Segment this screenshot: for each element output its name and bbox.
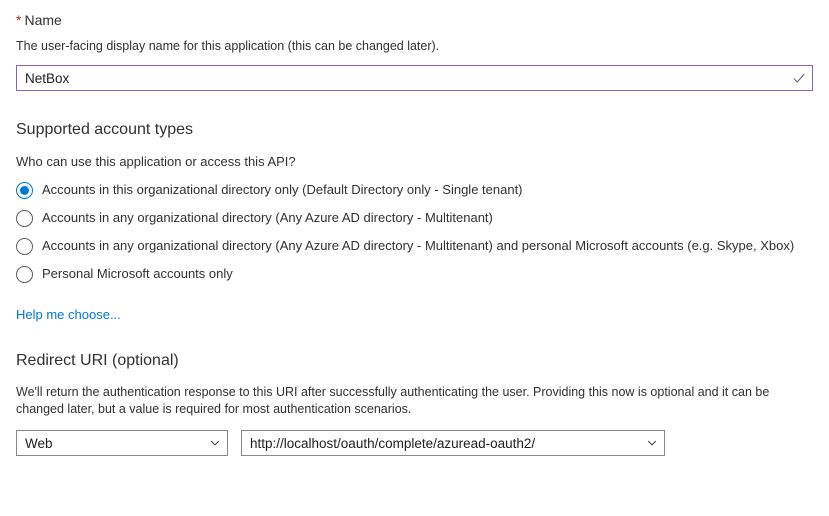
radio-button-single-tenant[interactable] [16, 182, 33, 199]
radio-button-multitenant[interactable] [16, 210, 33, 227]
account-types-question: Who can use this application or access this API? [16, 154, 296, 169]
platform-select[interactable] [16, 430, 228, 456]
redirect-uri-input[interactable] [241, 430, 665, 456]
radio-button-personal-only[interactable] [16, 266, 33, 283]
radio-label-single-tenant: Accounts in this organizational directory only (Default Directory only - Single tenant) [42, 182, 523, 197]
name-description: The user-facing display name for this application (this can be changed later). [16, 39, 440, 53]
account-types-title: Supported account types [16, 121, 194, 138]
name-label [16, 10, 813, 30]
redirect-uri-description: We'll return the authentication response to this URI after successfully authenticating the user. Providing this now is optional and it can be changed later, but a value is required for most authentication scenarios. [16, 385, 770, 416]
name-input-value: NetBox [25, 70, 70, 86]
required-indicator: * [16, 12, 22, 28]
chevron-down-icon[interactable] [646, 437, 658, 449]
name-label-text: Name [24, 12, 62, 28]
name-field-group [16, 10, 813, 91]
radio-option-single-tenant[interactable] [16, 181, 813, 199]
help-me-choose-link[interactable]: Help me choose... [16, 307, 121, 322]
radio-label-multitenant-personal: Accounts in any organizational directory (Any Azure AD directory - Multitenant) and personal Microsoft accounts (e.g. Skype, Xbox) [42, 238, 795, 253]
radio-option-multitenant-personal[interactable] [16, 237, 813, 255]
platform-select-value: Web [25, 435, 53, 451]
redirect-uri-title: Redirect URI (optional) [16, 352, 179, 369]
name-input[interactable] [16, 65, 813, 91]
redirect-uri-input-value: http://localhost/oauth/complete/azuread-oauth2/ [250, 435, 536, 451]
redirect-uri-row [16, 430, 813, 456]
radio-option-multitenant[interactable] [16, 209, 813, 227]
radio-label-personal-only: Personal Microsoft accounts only [42, 266, 233, 281]
chevron-down-icon [209, 437, 221, 449]
supported-account-types-group [16, 119, 813, 322]
redirect-uri-group [16, 350, 813, 456]
radio-label-multitenant: Accounts in any organizational directory (Any Azure AD directory - Multitenant) [42, 210, 493, 225]
radio-button-multitenant-personal[interactable] [16, 238, 33, 255]
radio-option-personal-only[interactable] [16, 265, 813, 283]
checkmark-icon [792, 71, 806, 85]
